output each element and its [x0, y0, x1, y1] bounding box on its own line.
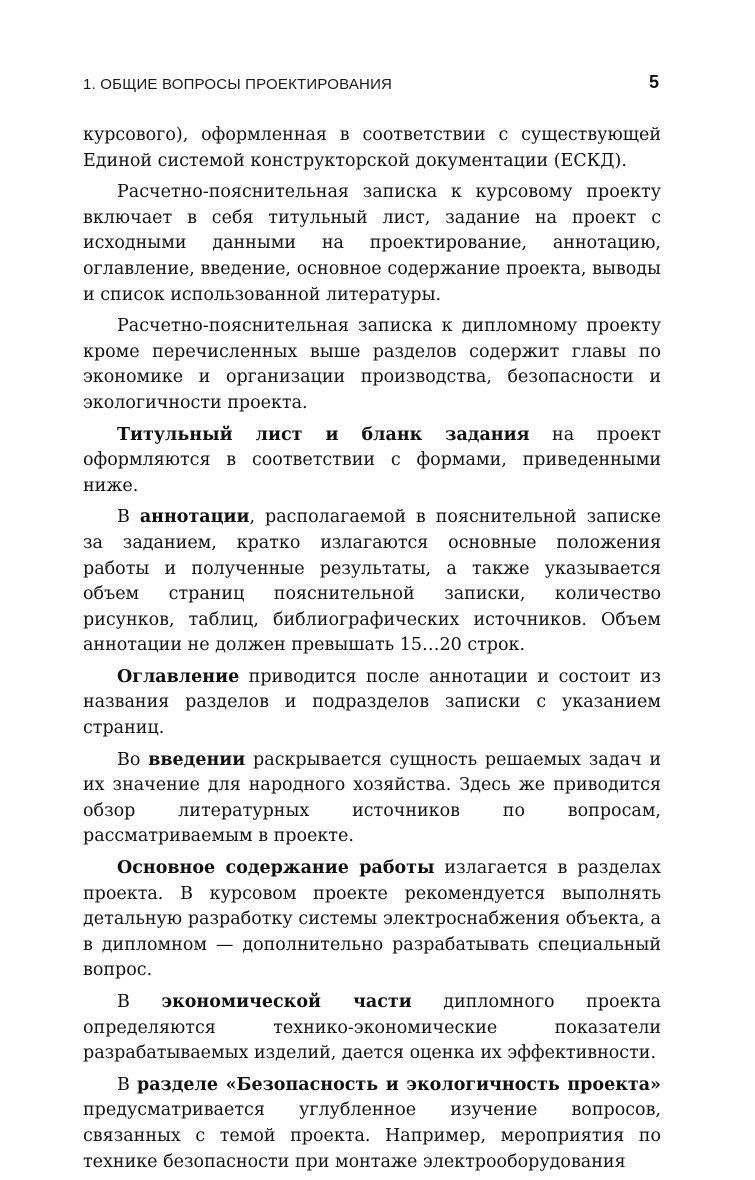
paragraph-text: курсового), оформленная в соответствии с существующей Единой системой конструкторской документации (ЕСКД). [83, 125, 661, 171]
paragraph-introduction: Во введении раскрывается сущность решаемых задач и их значение для народного хозяйства. Здесь же приводится обзор литературных источников по вопросам, рассматриваемым в проекте. [83, 749, 661, 847]
paragraph-text: Расчетно-пояснительная записка к курсовому проекту включает в себя титульный лист, задание на проект с исходными данными на проектирование, аннотацию, оглавление, введение, основное содержание проекта, выводы и список использованной литературы. [83, 182, 661, 305]
term-contents: Оглавление [117, 666, 240, 687]
term-introduction: введении [148, 749, 246, 770]
body-text [83, 123, 661, 1175]
page-number: 5 [648, 72, 659, 92]
paragraph-explanatory-note-course [83, 180, 661, 308]
paragraph-main-content: Основное содержание работы излагается в разделах проекта. В курсовом проекте рекомендуется выполнять детальную разработку системы электроснабжения объекта, а в дипломном — дополнительно разрабатывать специальный вопрос. [83, 858, 661, 981]
term-title-page: Титульный лист и бланк задания [117, 424, 530, 445]
paragraph-contents: Оглавление приводится после аннотации и состоит из названия разделов и подразделов записки с указанием страниц. [83, 666, 661, 739]
term-main-content: Основное содержание работы [117, 858, 435, 879]
paragraph-explanatory-note-diploma [83, 314, 661, 416]
term-annotation: аннотации [139, 507, 250, 528]
paragraph-text: Расчетно-пояснительная записка к дипломному проекту кроме перечисленных выше разделов содержит главы по экономике и организации производства, безопасности и экологичности проекта. [83, 316, 661, 413]
paragraph-annotation: В аннотации, располагаемой в пояснительной записке за заданием, кратко излагаются основные положения работы и полученные результаты, а также указывается объем страниц пояснительной записки, количество рисунков, таблиц, библиографических источников. Объем аннотации не должен превышать 15…20 строк. [83, 507, 661, 656]
term-economic-part: экономической части [161, 992, 412, 1012]
running-head-title: 1. ОБЩИЕ ВОПРОСЫ ПРОЕКТИРОВАНИЯ [83, 76, 393, 93]
term-safety-section: разделе «Безопасность и экологичность проекта» [136, 1074, 661, 1095]
paragraph-safety-section: В разделе «Безопасность и экологичность проекта» предусматривается углубленное изучение вопросов, связанных с темой проекта. Например, мероприятия по технике безопасности при монтаже электрооборудования [83, 1074, 661, 1172]
paragraph-title-page: Титульный лист и бланк задания на проект оформляются в соответствии с формами, приведенными ниже. [83, 424, 661, 496]
paragraph-continuation [83, 123, 661, 174]
paragraph-economic-part: В экономической части дипломного проекта определяются технико-экономические показатели разрабатываемых изделий, дается оценка их эффективности. [83, 992, 661, 1064]
